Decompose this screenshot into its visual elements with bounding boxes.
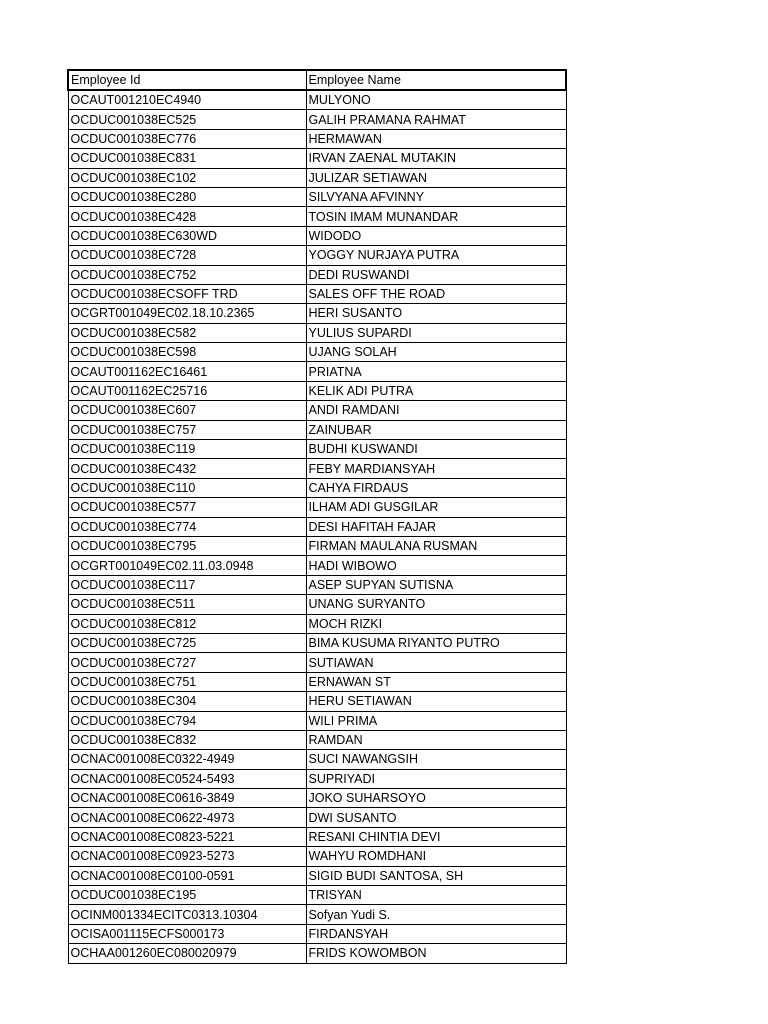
employee-sheet — [67, 69, 565, 964]
table-row — [68, 905, 566, 924]
employee-name-cell: FEBY MARDIANSYAH — [306, 459, 566, 478]
employee-name-cell: ANDI RAMDANI — [306, 401, 566, 420]
employee-name-cell: WAHYU ROMDHANI — [306, 847, 566, 866]
employee-id-cell: OCDUC001038EC794 — [68, 711, 306, 730]
employee-id-cell: OCGRT001049EC02.18.10.2365 — [68, 304, 306, 323]
table-row — [68, 517, 566, 536]
employee-id-cell: OCDUC001038EC727 — [68, 653, 306, 672]
employee-name-cell: ZAINUBAR — [306, 420, 566, 439]
employee-name-cell: MOCH RIZKI — [306, 614, 566, 633]
table-row — [68, 827, 566, 846]
employee-id-cell: OCDUC001038EC577 — [68, 498, 306, 517]
employee-id-cell: OCNAC001008EC0616-3849 — [68, 789, 306, 808]
employee-id-cell: OCAUT001162EC16461 — [68, 362, 306, 381]
employee-table — [67, 69, 567, 964]
table-row — [68, 343, 566, 362]
table-row — [68, 536, 566, 555]
employee-id-cell: OCDUC001038EC795 — [68, 536, 306, 555]
table-row — [68, 692, 566, 711]
employee-id-cell: OCDUC001038EC751 — [68, 672, 306, 691]
employee-name-cell: BIMA KUSUMA RIYANTO PUTRO — [306, 633, 566, 652]
table-row — [68, 711, 566, 730]
employee-name-cell: DWI SUSANTO — [306, 808, 566, 827]
employee-id-cell: OCDUC001038ECSOFF TRD — [68, 284, 306, 303]
employee-name-cell: WIDODO — [306, 226, 566, 245]
header-row — [68, 70, 566, 90]
employee-id-cell: OCDUC001038EC607 — [68, 401, 306, 420]
employee-id-cell: OCDUC001038EC511 — [68, 595, 306, 614]
table-row — [68, 440, 566, 459]
employee-name-cell: PRIATNA — [306, 362, 566, 381]
employee-id-cell: OCDUC001038EC582 — [68, 323, 306, 342]
employee-name-cell: RESANI CHINTIA DEVI — [306, 827, 566, 846]
table-row — [68, 498, 566, 517]
table-row — [68, 304, 566, 323]
table-row — [68, 265, 566, 284]
employee-name-cell: HERU SETIAWAN — [306, 692, 566, 711]
employee-name-cell: Sofyan Yudi S. — [306, 905, 566, 924]
employee-name-cell: FIRDANSYAH — [306, 924, 566, 943]
employee-id-cell: OCDUC001038EC525 — [68, 110, 306, 129]
employee-id-cell: OCDUC001038EC776 — [68, 129, 306, 148]
table-row — [68, 90, 566, 110]
employee-id-cell: OCDUC001038EC428 — [68, 207, 306, 226]
employee-id-cell: OCNAC001008EC0100-0591 — [68, 866, 306, 885]
table-row — [68, 168, 566, 187]
employee-name-cell: KELIK ADI PUTRA — [306, 381, 566, 400]
table-row — [68, 129, 566, 148]
table-row — [68, 847, 566, 866]
employee-id-cell: OCDUC001038EC117 — [68, 575, 306, 594]
table-row — [68, 730, 566, 749]
employee-id-cell: OCNAC001008EC0923-5273 — [68, 847, 306, 866]
employee-id-cell: OCDUC001038EC812 — [68, 614, 306, 633]
table-row — [68, 381, 566, 400]
employee-id-cell: OCINM001334ECITC0313.10304 — [68, 905, 306, 924]
employee-name-cell: CAHYA FIRDAUS — [306, 478, 566, 497]
employee-name-cell: SIGID BUDI SANTOSA, SH — [306, 866, 566, 885]
employee-name-cell: UJANG SOLAH — [306, 343, 566, 362]
employee-name-cell: SUPRIYADI — [306, 769, 566, 788]
employee-id-cell: OCISA001115ECFS000173 — [68, 924, 306, 943]
table-row — [68, 556, 566, 575]
employee-id-cell: OCGRT001049EC02.11.03.0948 — [68, 556, 306, 575]
employee-id-cell: OCDUC001038EC757 — [68, 420, 306, 439]
employee-name-cell: ERNAWAN ST — [306, 672, 566, 691]
employee-name-cell: JOKO SUHARSOYO — [306, 789, 566, 808]
table-row — [68, 110, 566, 129]
table-row — [68, 614, 566, 633]
employee-id-cell: OCAUT001162EC25716 — [68, 381, 306, 400]
employee-name-cell: FRIDS KOWOMBON — [306, 944, 566, 963]
employee-name-cell: YOGGY NURJAYA PUTRA — [306, 246, 566, 265]
employee-name-cell: IRVAN ZAENAL MUTAKIN — [306, 149, 566, 168]
table-row — [68, 478, 566, 497]
table-row — [68, 149, 566, 168]
employee-name-cell: TRISYAN — [306, 886, 566, 905]
employee-table-body — [68, 90, 566, 963]
employee-name-cell: MULYONO — [306, 90, 566, 110]
table-row — [68, 459, 566, 478]
employee-id-cell: OCNAC001008EC0622-4973 — [68, 808, 306, 827]
employee-id-cell: OCDUC001038EC304 — [68, 692, 306, 711]
employee-id-cell: OCDUC001038EC725 — [68, 633, 306, 652]
table-row — [68, 866, 566, 885]
table-row — [68, 323, 566, 342]
table-row — [68, 246, 566, 265]
header-employee-name: Employee Name — [306, 70, 566, 90]
employee-name-cell: ASEP SUPYAN SUTISNA — [306, 575, 566, 594]
employee-name-cell: DEDI RUSWANDI — [306, 265, 566, 284]
employee-id-cell: OCNAC001008EC0823-5221 — [68, 827, 306, 846]
table-row — [68, 633, 566, 652]
table-row — [68, 924, 566, 943]
employee-name-cell: SALES OFF THE ROAD — [306, 284, 566, 303]
employee-id-cell: OCDUC001038EC280 — [68, 187, 306, 206]
table-row — [68, 362, 566, 381]
table-row — [68, 769, 566, 788]
employee-name-cell: HERI SUSANTO — [306, 304, 566, 323]
employee-id-cell: OCDUC001038EC110 — [68, 478, 306, 497]
employee-name-cell: JULIZAR SETIAWAN — [306, 168, 566, 187]
employee-name-cell: WILI PRIMA — [306, 711, 566, 730]
employee-name-cell: ILHAM ADI GUSGILAR — [306, 498, 566, 517]
employee-id-cell: OCDUC001038EC102 — [68, 168, 306, 187]
employee-id-cell: OCDUC001038EC774 — [68, 517, 306, 536]
header-employee-id: Employee Id — [68, 70, 306, 90]
table-row — [68, 420, 566, 439]
employee-id-cell: OCDUC001038EC831 — [68, 149, 306, 168]
table-row — [68, 653, 566, 672]
employee-name-cell: HADI WIBOWO — [306, 556, 566, 575]
employee-name-cell: SILVYANA AFVINNY — [306, 187, 566, 206]
employee-name-cell: SUTIAWAN — [306, 653, 566, 672]
employee-id-cell: OCNAC001008EC0524-5493 — [68, 769, 306, 788]
table-row — [68, 886, 566, 905]
employee-name-cell: YULIUS SUPARDI — [306, 323, 566, 342]
table-row — [68, 575, 566, 594]
table-row — [68, 284, 566, 303]
employee-name-cell: DESI HAFITAH FAJAR — [306, 517, 566, 536]
employee-name-cell: UNANG SURYANTO — [306, 595, 566, 614]
employee-name-cell: SUCI NAWANGSIH — [306, 750, 566, 769]
table-row — [68, 226, 566, 245]
employee-name-cell: RAMDAN — [306, 730, 566, 749]
employee-id-cell: OCHAA001260EC080020979 — [68, 944, 306, 963]
table-row — [68, 944, 566, 963]
table-row — [68, 789, 566, 808]
employee-name-cell: TOSIN IMAM MUNANDAR — [306, 207, 566, 226]
employee-id-cell: OCDUC001038EC195 — [68, 886, 306, 905]
employee-name-cell: FIRMAN MAULANA RUSMAN — [306, 536, 566, 555]
employee-id-cell: OCDUC001038EC752 — [68, 265, 306, 284]
table-row — [68, 187, 566, 206]
table-row — [68, 808, 566, 827]
employee-id-cell: OCDUC001038EC598 — [68, 343, 306, 362]
employee-id-cell: OCDUC001038EC832 — [68, 730, 306, 749]
employee-name-cell: GALIH PRAMANA RAHMAT — [306, 110, 566, 129]
table-row — [68, 672, 566, 691]
employee-name-cell: BUDHI KUSWANDI — [306, 440, 566, 459]
table-row — [68, 207, 566, 226]
employee-id-cell: OCDUC001038EC119 — [68, 440, 306, 459]
table-row — [68, 401, 566, 420]
table-row — [68, 595, 566, 614]
employee-id-cell: OCAUT001210EC4940 — [68, 90, 306, 110]
employee-id-cell: OCNAC001008EC0322-4949 — [68, 750, 306, 769]
table-row — [68, 750, 566, 769]
employee-name-cell: HERMAWAN — [306, 129, 566, 148]
employee-id-cell: OCDUC001038EC630WD — [68, 226, 306, 245]
employee-id-cell: OCDUC001038EC432 — [68, 459, 306, 478]
employee-id-cell: OCDUC001038EC728 — [68, 246, 306, 265]
